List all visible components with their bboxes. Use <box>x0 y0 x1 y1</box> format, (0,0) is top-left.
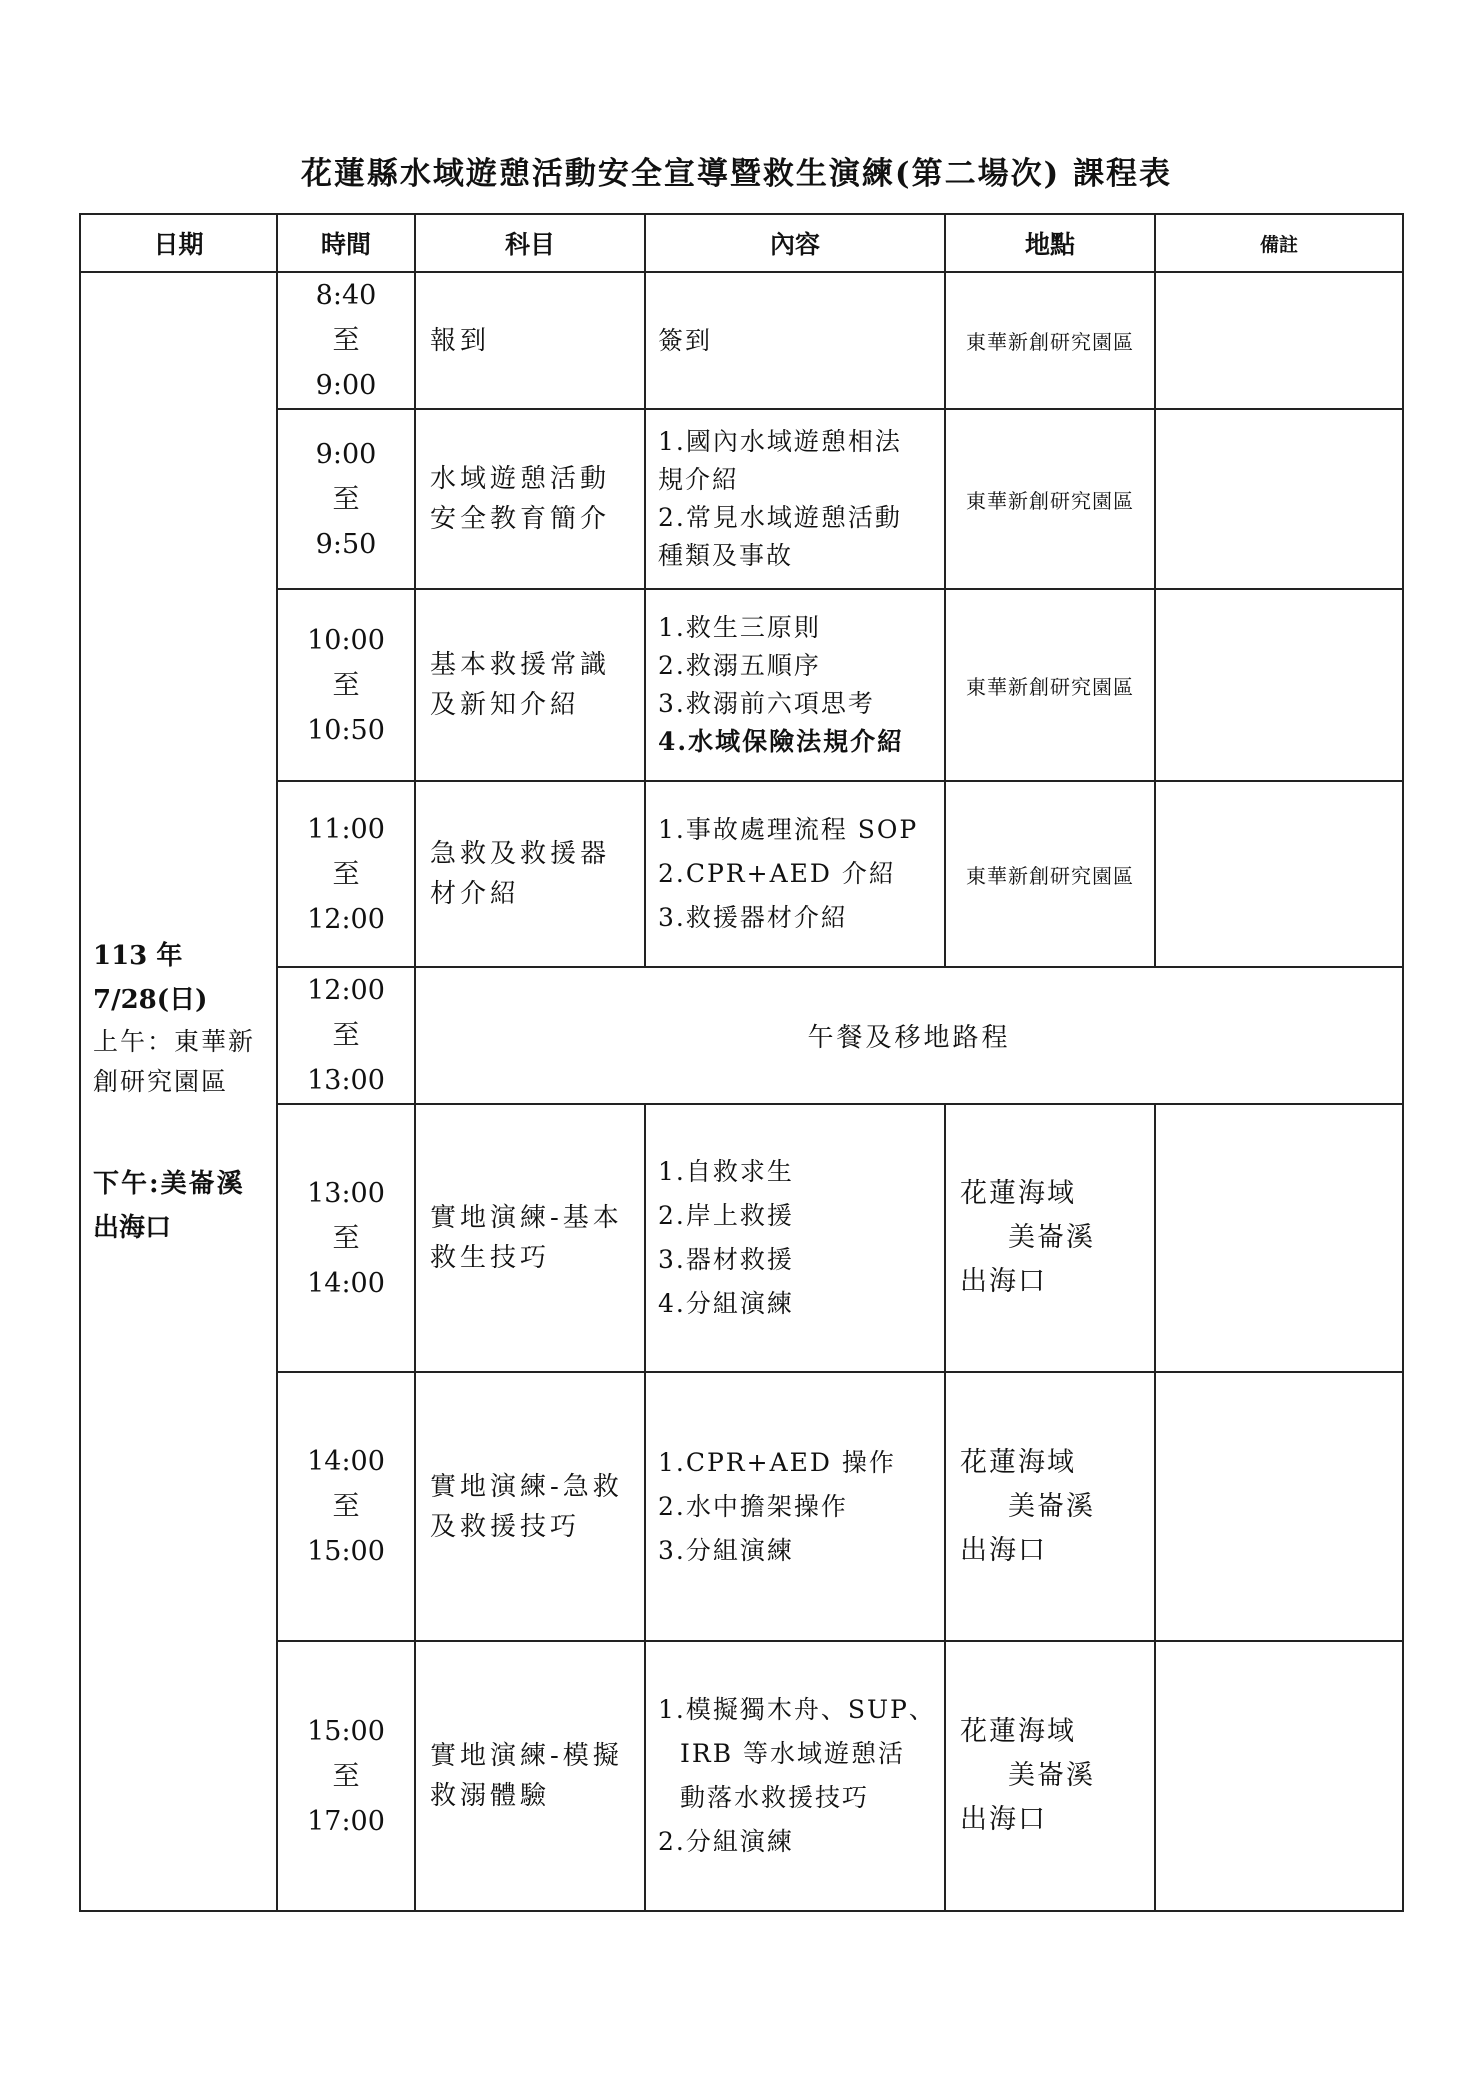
time-start: 9:00 <box>315 438 377 470</box>
subject-cell: 實地演練-急救及救援技巧 <box>415 1372 645 1641</box>
content-line: 簽到 <box>658 325 713 355</box>
location-line: 出海口 <box>960 1266 1047 1297</box>
time-start: 15:00 <box>307 1715 385 1747</box>
schedule-table <box>79 213 1404 1912</box>
content-line: 2.分組演練 <box>658 1827 794 1856</box>
note-cell <box>1155 1641 1403 1911</box>
table-row <box>80 1104 1403 1372</box>
location-line: 美崙溪 <box>1008 1760 1095 1791</box>
location-cell <box>945 1104 1155 1372</box>
time-cell <box>277 409 415 589</box>
time-cell <box>277 272 415 409</box>
content-cell <box>645 589 945 781</box>
content-line: 動落水救援技巧 <box>680 1783 870 1812</box>
time-to: 至 <box>332 1222 360 1254</box>
note-cell <box>1155 781 1403 967</box>
content-line: 2.救溺五順序 <box>658 651 821 680</box>
content-line: 3.器材救援 <box>658 1245 794 1274</box>
time-to: 至 <box>332 325 360 356</box>
header-location: 地點 <box>945 214 1155 272</box>
content-line: 1.事故處理流程 SOP <box>658 815 919 844</box>
subject-cell: 實地演練-模擬救溺體驗 <box>415 1641 645 1911</box>
content-cell <box>645 781 945 967</box>
header-subject: 科目 <box>415 214 645 272</box>
content-line: 4.分組演練 <box>658 1289 794 1318</box>
location-line: 花蓮海域 <box>960 1446 1076 1478</box>
location-cell <box>945 1372 1155 1641</box>
note-cell <box>1155 1104 1403 1372</box>
table-row <box>80 1372 1403 1641</box>
time-start: 14:00 <box>307 1446 385 1477</box>
table-row <box>80 1641 1403 1911</box>
date-day: 7/28(日) <box>93 984 208 1015</box>
date-am-line1: 上午：東華新 <box>93 1026 256 1056</box>
page-title: 花蓮縣水域遊憩活動安全宣導暨救生演練(第二場次) 課程表 <box>300 156 1173 192</box>
note-cell <box>1155 409 1403 589</box>
note-cell <box>1155 272 1403 409</box>
time-to: 至 <box>332 483 360 515</box>
time-end: 9:50 <box>315 528 377 560</box>
content-line: 4.水域保險法規介紹 <box>658 727 905 756</box>
time-start: 13:00 <box>307 1177 385 1209</box>
header-note: 備註 <box>1155 214 1403 272</box>
content-line: 2.岸上救援 <box>658 1201 794 1230</box>
content-line: 2.水中擔架操作 <box>658 1491 848 1521</box>
table-row <box>80 409 1403 589</box>
time-start: 11:00 <box>307 813 385 845</box>
subject-cell: 水域遊憩活動安全教育簡介 <box>415 409 645 589</box>
content-line: 2.CPR+AED 介紹 <box>658 859 896 888</box>
time-cell <box>277 1372 415 1641</box>
time-end: 14:00 <box>307 1267 385 1299</box>
subject-cell: 急救及救援器材介紹 <box>415 781 645 967</box>
content-line: 1.國內水域遊憩相法 <box>658 427 902 456</box>
date-am-line2: 創研究園區 <box>93 1066 229 1096</box>
lunch-cell: 午餐及移地路程 <box>415 967 1403 1104</box>
note-cell <box>1155 589 1403 781</box>
time-cell <box>277 1104 415 1372</box>
location-cell: 東華新創研究園區 <box>945 781 1155 967</box>
location-cell: 東華新創研究園區 <box>945 272 1155 409</box>
content-line: 1.自救求生 <box>658 1157 794 1186</box>
location-cell <box>945 1641 1155 1911</box>
time-cell <box>277 1641 415 1911</box>
time-start: 8:40 <box>315 280 377 311</box>
content-cell <box>645 1641 945 1911</box>
content-line: 1.CPR+AED 操作 <box>658 1447 896 1477</box>
header-date: 日期 <box>80 214 277 272</box>
time-start: 10:00 <box>307 624 385 656</box>
content-line: 2.常見水域遊憩活動 <box>658 503 902 532</box>
time-start: 12:00 <box>307 975 385 1006</box>
content-line: 1.模擬獨木舟、SUP、 <box>658 1695 936 1724</box>
date-pm-line2: 出海口 <box>93 1212 172 1243</box>
time-cell <box>277 781 415 967</box>
date-cell <box>80 272 277 1911</box>
time-cell <box>277 967 415 1104</box>
location-line: 美崙溪 <box>1008 1222 1095 1253</box>
content-line: 3.救溺前六項思考 <box>658 689 875 718</box>
subject-cell: 報到 <box>415 272 645 409</box>
table-header-row <box>80 214 1403 272</box>
time-cell <box>277 589 415 781</box>
date-year: 113 年 <box>93 940 183 971</box>
header-content: 內容 <box>645 214 945 272</box>
time-to: 至 <box>332 1491 360 1522</box>
time-end: 10:50 <box>307 714 385 746</box>
content-line: 3.救援器材介紹 <box>658 903 848 932</box>
content-line: 1.救生三原則 <box>658 613 821 642</box>
time-end: 9:00 <box>315 370 377 401</box>
time-to: 至 <box>332 669 360 701</box>
content-line: 種類及事故 <box>658 541 794 570</box>
note-cell <box>1155 1372 1403 1641</box>
location-cell: 東華新創研究園區 <box>945 589 1155 781</box>
date-pm-line1: 下午:美崙溪 <box>93 1168 245 1199</box>
location-line: 出海口 <box>960 1534 1047 1566</box>
location-line: 出海口 <box>960 1804 1047 1835</box>
table-row <box>80 781 1403 967</box>
location-line: 花蓮海域 <box>960 1716 1076 1747</box>
content-line: 規介紹 <box>658 465 740 494</box>
subject-cell: 實地演練-基本救生技巧 <box>415 1104 645 1372</box>
time-to: 至 <box>332 1020 360 1051</box>
table-row <box>80 272 1403 409</box>
time-end: 17:00 <box>307 1805 385 1837</box>
time-to: 至 <box>332 1760 360 1792</box>
header-time: 時間 <box>277 214 415 272</box>
location-line: 美崙溪 <box>1008 1490 1095 1522</box>
table-row <box>80 967 1403 1104</box>
location-line: 花蓮海域 <box>960 1178 1076 1209</box>
time-to: 至 <box>332 858 360 890</box>
content-line: IRB 等水域遊憩活 <box>680 1739 906 1768</box>
content-cell <box>645 409 945 589</box>
content-cell <box>645 1372 945 1641</box>
content-cell <box>645 272 945 409</box>
table-row <box>80 589 1403 781</box>
location-cell: 東華新創研究園區 <box>945 409 1155 589</box>
time-end: 12:00 <box>307 903 385 935</box>
content-cell <box>645 1104 945 1372</box>
time-end: 15:00 <box>307 1536 385 1567</box>
content-line: 3.分組演練 <box>658 1535 794 1565</box>
time-end: 13:00 <box>307 1065 385 1096</box>
subject-cell: 基本救援常識及新知介紹 <box>415 589 645 781</box>
